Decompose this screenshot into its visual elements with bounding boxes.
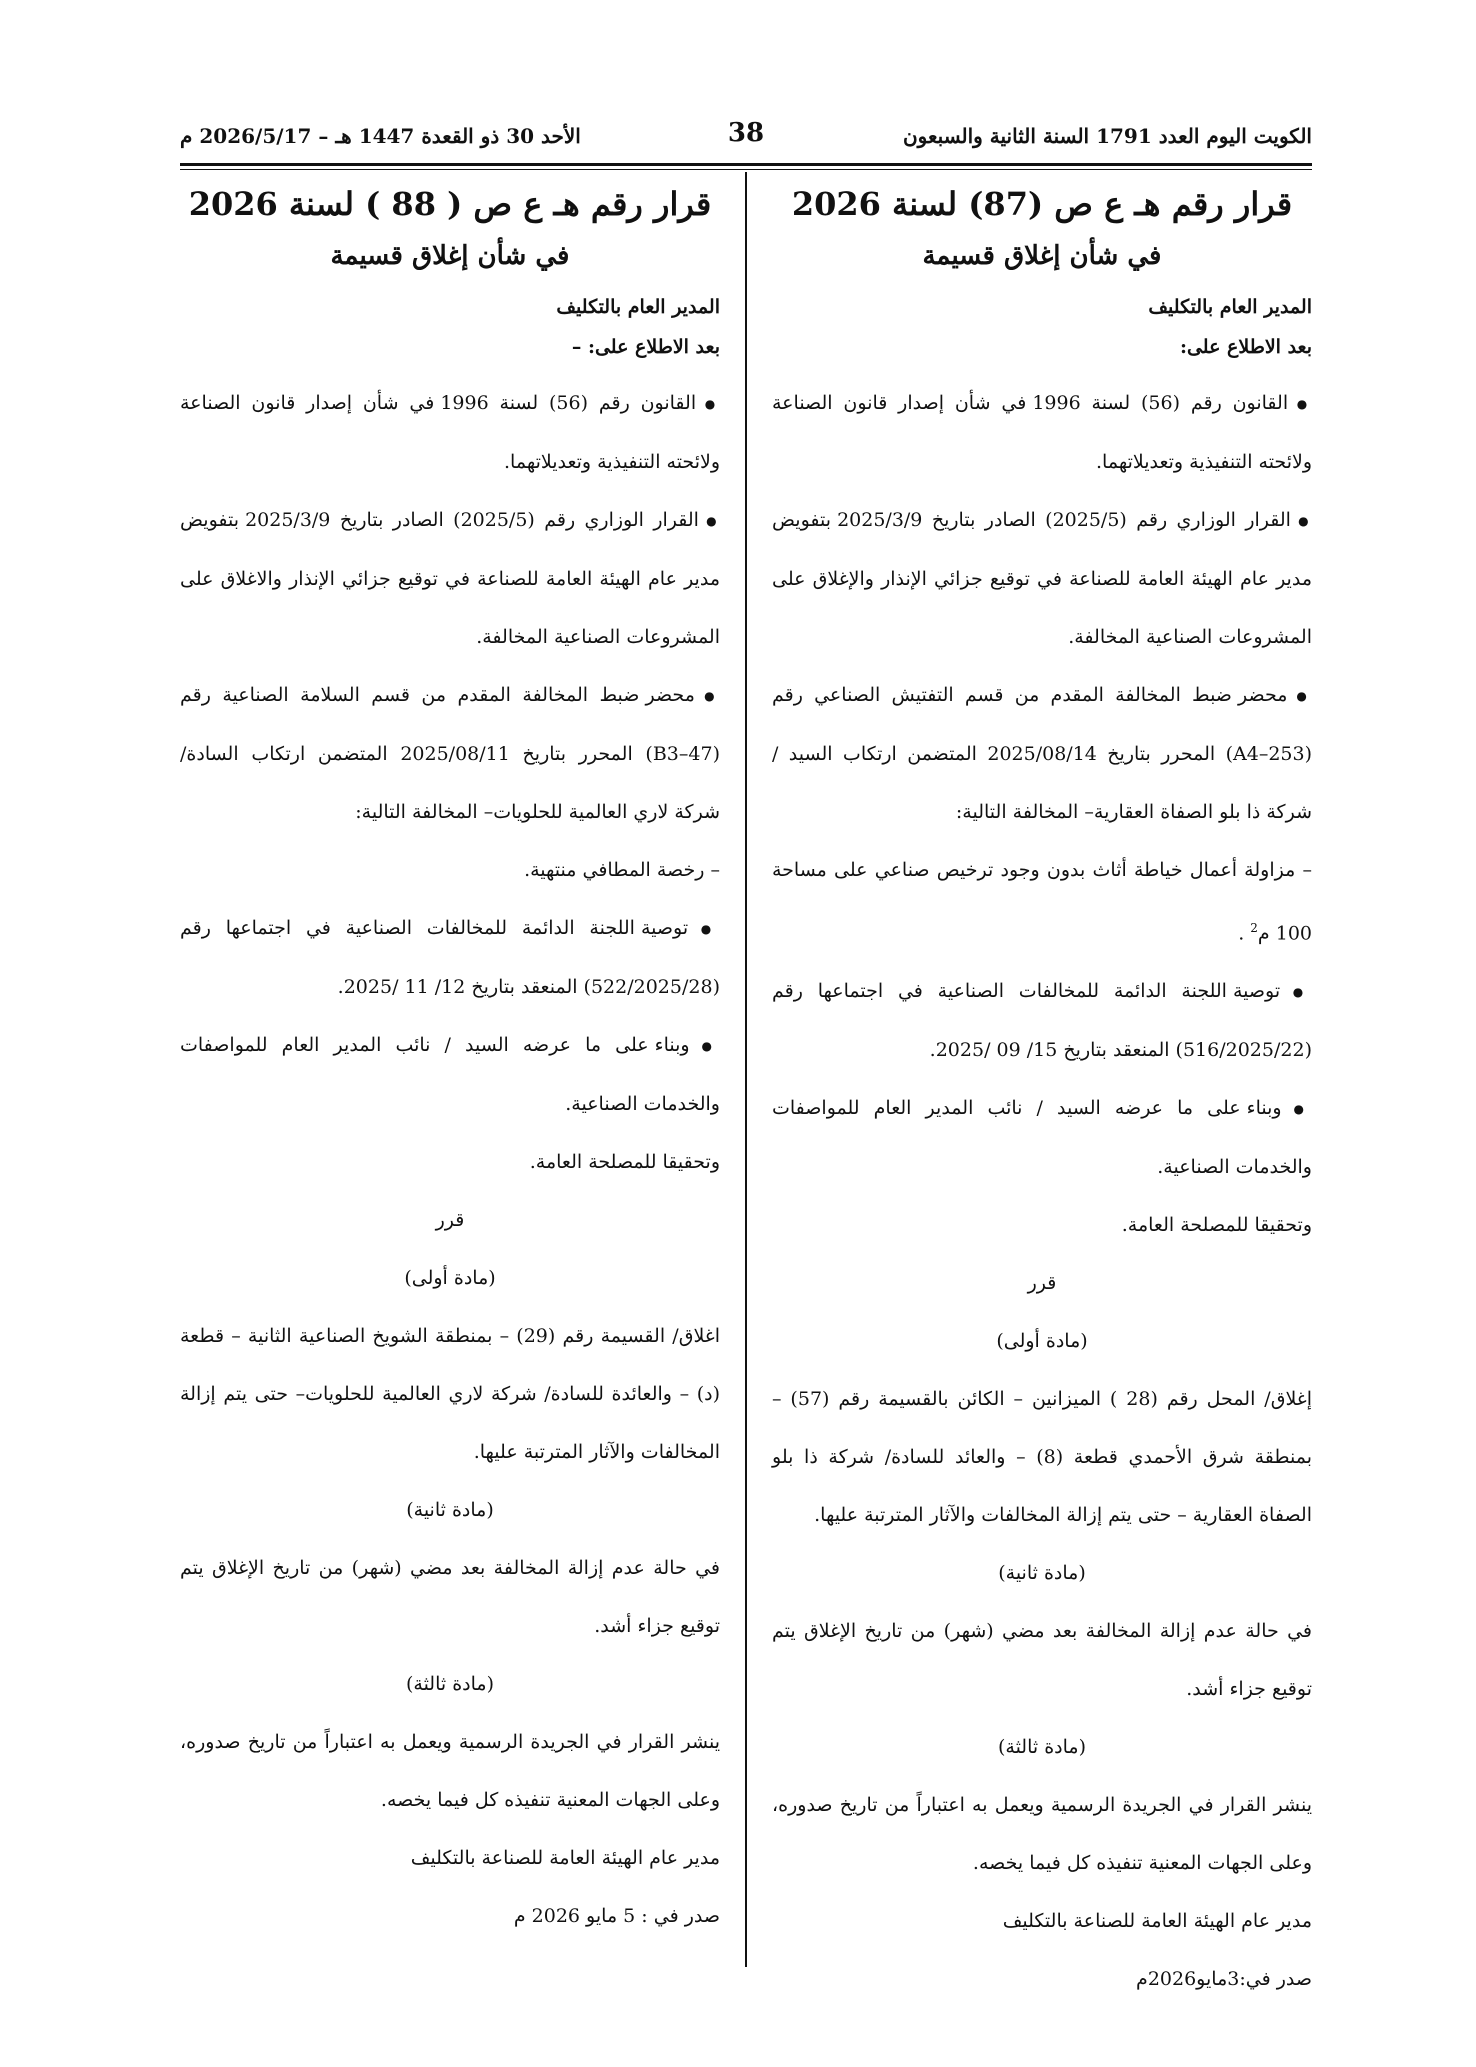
decision-87-article1-text: إغلاق/ المحل رقم (28 ) الميزانين – الكائن بالقسيمة رقم (57) – بمنطقة شرق الأحمدي قطعة (8) – والعائد للسادة/ شركة ذا بلو الصفاة العقارية – حتى يتم إزالة المخالفات والآثار المترتبة عليها. — [772, 1388, 1313, 1527]
decision-88-issuer: المدير العام بالتكليف — [556, 296, 720, 318]
decision-87-ministerial: ● القرار الوزاري رقم (2025/5) الصادر بتاريخ 2025/3/9 بتفويض مدير عام الهيئة العامة للصناعة في توقيع جزائي الإنذار والإغلاق على المشروعات الصناعية المخالفة. — [772, 491, 1312, 666]
decision-87-decided: قرر — [1027, 1272, 1057, 1295]
decision-87-based-on: ● وبناء على ما عرضه السيد / نائب المدير العام للمواصفات والخدمات الصناعية. — [772, 1079, 1312, 1196]
decision-87-law: ● القانون رقم (56) لسنة 1996 في شأن إصدار قانون الصناعة ولائحته التنفيذية وتعديلاتهما. — [772, 374, 1312, 491]
decision-87-after-review: بعد الاطلاع على: — [1179, 336, 1312, 358]
decision-88-subtitle: في شأن إغلاق قسيمة — [330, 241, 570, 271]
header-issue-info: الكويت اليوم العدد 1791 السنة الثانية والسبعون — [902, 124, 1312, 148]
decision-88-based-on: ● وبناء على ما عرضه السيد / نائب المدير العام للمواصفات والخدمات الصناعية. — [180, 1016, 720, 1133]
decision-87-violation-report: ● محضر ضبط المخالفة المقدم من قسم التفتيش الصناعي رقم (A4–253) المحرر بتاريخ 2025/08/14 المتضمن ارتكاب السيد / شركة ذا بلو الصفاة العقارية– المخالفة التالية: — [772, 666, 1312, 841]
decision-88-public-interest: وتحقيقا للمصلحة العامة. — [529, 1151, 720, 1173]
header-rule-thin — [180, 169, 1312, 170]
decision-88-article2-text: في حالة عدم إزالة المخالفة بعد مضي (شهر) من تاريخ الإغلاق يتم توقيع جزاء أشد. — [180, 1557, 720, 1637]
decision-88-article1-title: (مادة أولى) — [404, 1267, 496, 1289]
page-number: 38 — [727, 118, 765, 148]
decision-87-public-interest: وتحقيقا للمصلحة العامة. — [1121, 1214, 1312, 1237]
decision-88-law: ● القانون رقم (56) لسنة 1996 في شأن إصدار قانون الصناعة ولائحته التنفيذية وتعديلاتهما. — [180, 374, 720, 491]
decision-87-article3-title: (مادة ثالثة) — [997, 1736, 1087, 1759]
decision-88-article1-text: اغلاق/ القسيمة رقم (29) – بمنطقة الشويخ الصناعية الثانية – قطعة (د) – والعائدة للسادة/ شركة لاري العالمية للحلويات– حتى يتم إزالة المخالفات والآثار المترتبة عليها. — [180, 1325, 720, 1463]
decision-88-article3-title: (مادة ثالثة) — [405, 1673, 495, 1695]
decision-87-issuer: المدير العام بالتكليف — [1148, 296, 1312, 318]
decision-87-committee: ● توصية اللجنة الدائمة للمخالفات الصناعية في اجتماعها رقم (516/2025/22) المنعقد بتاريخ 15/ 09 /2025. — [772, 962, 1312, 1079]
decision-88-violation-text: – رخصة المطافي منتهية. — [524, 859, 720, 881]
decision-87-title: قرار رقم هـ ع ص (87) لسنة 2026 — [791, 185, 1293, 223]
decision-88-article2-title: (مادة ثانية) — [406, 1499, 494, 1521]
column-divider — [745, 172, 747, 1967]
decision-88-violation-report: ● محضر ضبط المخالفة المقدم من قسم السلامة الصناعية رقم (B3–47) المحرر بتاريخ 2025/08/11 المتضمن ارتكاب السادة/ شركة لاري العالمية للحلويات– المخالفة التالية: — [180, 666, 720, 841]
header-date: الأحد 30 ذو القعدة 1447 هـ – 2026/5/17 م — [180, 124, 581, 148]
decision-87-violation — [772, 841, 1312, 962]
decision-87-article2-title: (مادة ثانية) — [998, 1562, 1086, 1585]
decision-88-column — [180, 178, 720, 1945]
decision-87-violation-sup: 2 — [1250, 921, 1258, 935]
decision-87-violation-end: . — [1238, 922, 1251, 945]
decision-87-article1-title: (مادة أولى) — [996, 1330, 1088, 1353]
decision-88-title: قرار رقم هـ ع ص ( 88 ) لسنة 2026 — [188, 185, 712, 223]
decision-88-committee: ● توصية اللجنة الدائمة للمخالفات الصناعية في اجتماعها رقم (522/2025/28) المنعقد بتاريخ 12/ 11 /2025. — [180, 899, 720, 1016]
decision-87-article2-text: في حالة عدم إزالة المخالفة بعد مضي (شهر) من تاريخ الإغلاق يتم توقيع جزاء أشد. — [772, 1620, 1312, 1701]
header-rule-thick — [180, 163, 1312, 166]
decision-87-issued: صدر في:3مايو2026م — [1136, 1968, 1312, 1991]
decision-87-subtitle: في شأن إغلاق قسيمة — [922, 241, 1162, 271]
decision-88-decided: قرر — [435, 1209, 465, 1231]
decision-88-signature: مدير عام الهيئة العامة للصناعة بالتكليف — [410, 1847, 720, 1869]
decision-87-signature: مدير عام الهيئة العامة للصناعة بالتكليف — [1002, 1910, 1312, 1933]
decision-87-violation-text: – مزاولة أعمال خياطة أثاث بدون وجود ترخيص صناعي على مساحة 100 م — [772, 859, 1312, 945]
decision-88-after-review: بعد الاطلاع على: – — [571, 336, 720, 358]
decision-87-article3-text: ينشر القرار في الجريدة الرسمية ويعمل به اعتباراً من تاريخ صدوره، وعلى الجهات المعنية تنفيذه كل فيما يخصه. — [772, 1794, 1312, 1875]
decision-88-issued: صدر في : 5 مايو 2026 م — [513, 1905, 720, 1927]
page-header — [180, 118, 1312, 158]
decision-88-article3-text: ينشر القرار في الجريدة الرسمية ويعمل به اعتباراً من تاريخ صدوره، وعلى الجهات المعنية تنفيذه كل فيما يخصه. — [180, 1731, 720, 1811]
decision-88-ministerial: ● القرار الوزاري رقم (2025/5) الصادر بتاريخ 2025/3/9 بتفويض مدير عام الهيئة العامة للصناعة في توقيع جزائي الإنذار والاغلاق على المشروعات الصناعية المخالفة. — [180, 491, 720, 666]
decision-87-column — [772, 178, 1312, 2008]
